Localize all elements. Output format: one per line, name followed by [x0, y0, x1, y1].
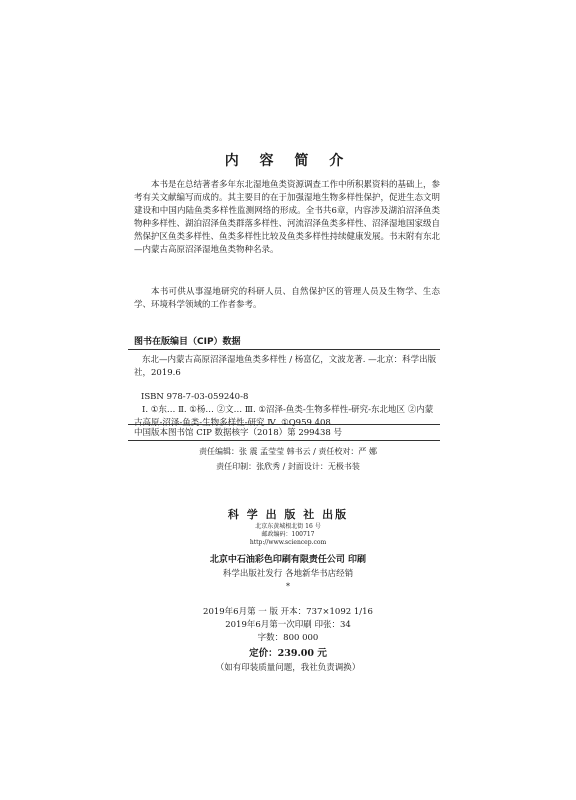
- intro-paragraph-1: 本书是在总结著者多年东北湿地鱼类资源调查工作中所积累资料的基础上，参考有关文献编写而成的。其主要目的在于加强湿地生物多样性保护，促进生态文明建设和中国内陆鱼类多样性监测网络的形成。全书共6章，内容涉及湖泊沼泽鱼类物种多样性、湖泊沼泽鱼类群落多样性、河流沼泽鱼类多样性、沼泽湿地国家级自然保护区鱼类多样性、鱼类多样性比较及鱼类多样性持续健康发展。书末附有东北—内蒙古高原沼泽湿地鱼类物种名录。: [134, 180, 441, 255]
- printing-info: 2019年6月第一次印刷 印张：34: [225, 620, 351, 630]
- cip-top-rule: [128, 349, 440, 350]
- intro-title: 内 容 简 介: [224, 153, 352, 169]
- distributor-line: 科学出版社发行 各地新华书店经销: [222, 569, 354, 579]
- publisher-postcode: 邮政编码：100717: [261, 531, 315, 538]
- cip-heading: 图书在版编目（CIP）数据: [134, 337, 241, 347]
- separator-mark: *: [286, 582, 290, 591]
- staff-production: 责任印制：张欣秀 / 封面设计：无极书装: [216, 462, 360, 471]
- word-count: 字数：800 000: [257, 633, 319, 643]
- cip-record-number: 中国版本图书馆 CIP 数据核字（2018）第 299438 号: [134, 428, 342, 438]
- publisher-address: 北京东黄城根北街 16 号: [255, 523, 321, 530]
- cip-middle-rule: [128, 424, 440, 425]
- staff-editors: 责任编辑：张 震 孟莹莹 韩书云 / 责任校对：严 娜: [199, 447, 377, 456]
- price: 定价：239.00 元: [249, 648, 327, 659]
- intro-paragraph-2: 本书可供从事湿地研究的科研人员、自然保护区的管理人员及生物学、生态学、环境科学领域的工作者参考。: [134, 287, 440, 310]
- publisher-name: 科 学 出 版 社 出版: [227, 508, 349, 521]
- cip-bottom-rule: [128, 440, 440, 441]
- edition-info: 2019年6月第 一 版 开本：737×1092 1/16: [203, 607, 373, 617]
- printer-name: 北京中石油彩色印刷有限责任公司 印刷: [209, 555, 367, 565]
- cip-description: 东北—内蒙古高原沼泽湿地鱼类多样性 / 杨富亿，文波龙著. —北京：科学出版社，2019.6: [134, 355, 437, 378]
- cip-isbn: ISBN 978-7-03-059240-8: [141, 392, 249, 402]
- publisher-website: http://www.sciencep.com: [249, 539, 327, 546]
- cip-classification: Ⅰ. ①东… Ⅱ. ①杨… ②文… Ⅲ. ①沼泽-鱼类-生物多样性-研究-东北地区 ②内蒙古高原-沼泽-鱼类-生物多样性-研究 Ⅳ. ①Q959.408: [134, 405, 434, 428]
- quality-notice: （如有印装质量问题，我社负责调换）: [215, 663, 361, 673]
